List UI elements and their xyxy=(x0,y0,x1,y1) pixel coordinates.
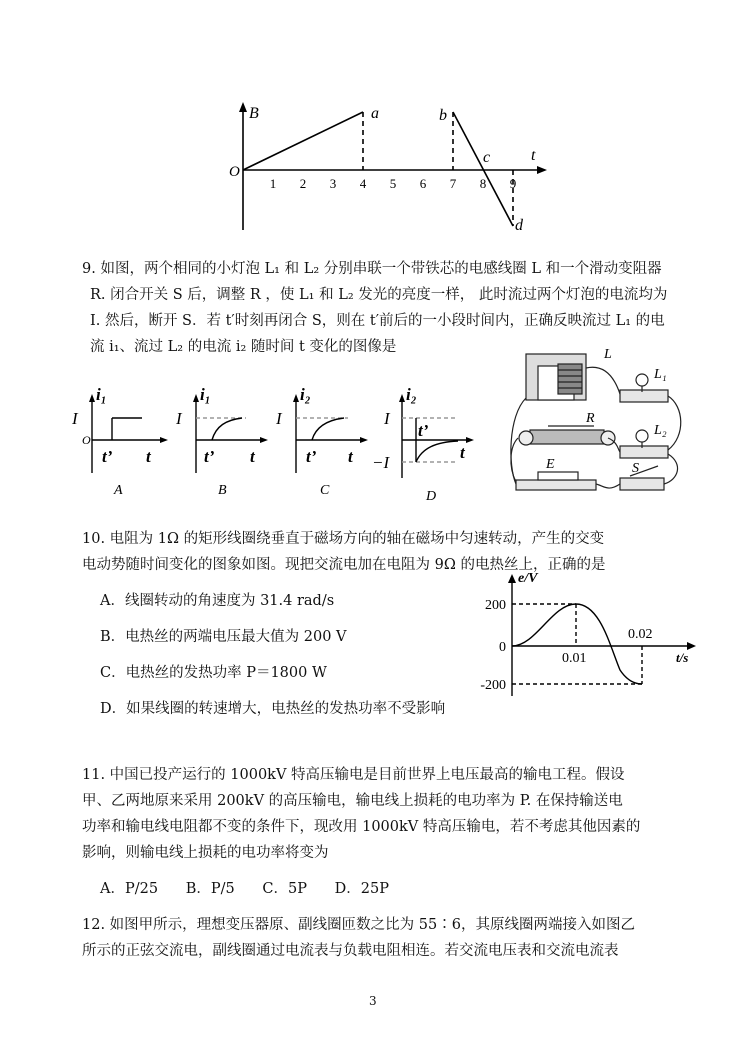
q10-line-2: 电动势随时间变化的图象如图。现把交流电加在电阻为 9Ω 的电热丝上，正确的是 xyxy=(82,557,606,573)
q9-option-graphs xyxy=(66,378,486,508)
option-d-ylabel: i₂ xyxy=(406,385,417,404)
tick-6: 6 xyxy=(419,176,427,191)
circuit-label-l: L xyxy=(604,347,612,362)
option-b-ylabel: i₁ xyxy=(200,385,211,404)
option-a-letter: A xyxy=(114,483,123,498)
tick-5: 5 xyxy=(389,176,397,191)
q10-graph-ylabel: e/V xyxy=(518,571,538,586)
q10-option-c: C．电热丝的发热功率 P＝1800 W xyxy=(100,665,327,681)
q10-option-d: D．如果线圈的转速增大，电热丝的发热功率不受影响 xyxy=(100,701,446,717)
tick-2: 2 xyxy=(299,176,307,191)
option-b-letter: B xyxy=(218,483,227,498)
option-b-i-label: I xyxy=(176,409,182,428)
t-axis-label: t xyxy=(531,147,536,164)
option-c-t: t xyxy=(348,447,353,466)
q12-line-2: 所示的正弦交流电，副线圈通过电流表与负载电阻相连。若交流电压表和交流电流表 xyxy=(82,943,619,959)
circuit-label-r: R xyxy=(586,411,595,426)
circuit-label-s: S xyxy=(632,461,639,476)
q10-y-neg200: -200 xyxy=(480,678,506,693)
circuit-label-e: E xyxy=(546,457,555,472)
q10-graph-xlabel: t/s xyxy=(676,650,689,665)
option-d-neg-i-label: −I xyxy=(372,453,390,472)
q9-line-3: I. 然后，断开 S．若 t′时刻再闭合 S，则在 t′前后的一小段时间内，正确反映流过 L₁ 的电 xyxy=(90,313,665,329)
q11-line-2: 甲、乙两地原来采用 200kV 的高压输电，输电线上损耗的电功率为 P. 在保持输送电 xyxy=(82,793,623,809)
point-c: c xyxy=(483,149,491,166)
option-a-ylabel: i₁ xyxy=(96,385,107,404)
b-axis-label: B xyxy=(249,105,259,122)
circuit-label-l1: L₁ xyxy=(654,367,667,382)
option-c-letter: C xyxy=(320,483,330,498)
option-a-tprime: t’ xyxy=(102,447,113,466)
option-a-i-label: I xyxy=(72,409,78,428)
tick-9: 9 xyxy=(509,176,517,191)
q10-line-1: 10. 电阻为 1Ω 的矩形线圈绕垂直于磁场方向的轴在磁场中匀速转动，产生的交变 xyxy=(82,531,605,547)
option-c-graph xyxy=(293,394,368,473)
option-b-tprime: t’ xyxy=(204,447,215,466)
q11-line-4: 影响，则输电线上损耗的电功率将变为 xyxy=(82,845,329,861)
q11-line-1: 11. 中国已投产运行的 1000kV 特高压输电是目前世界上电压最高的输电工程。假设 xyxy=(82,767,625,783)
point-d: d xyxy=(515,217,523,234)
q10-t-001: 0.01 xyxy=(562,651,587,666)
circuit-label-l2: L₂ xyxy=(654,423,667,438)
q9-line-2: R. 闭合开关 S 后，调整 R ，使 L₁ 和 L₂ 发光的亮度一样， 此时流过两个灯泡的电流均为 xyxy=(90,287,668,303)
option-c-ylabel: i₂ xyxy=(300,385,311,404)
tick-3: 3 xyxy=(329,176,337,191)
q10-emf-graph xyxy=(470,570,700,700)
q11-options: A．P/25 B．P/5 C．5P D．25P xyxy=(100,881,389,897)
q10-y-0: 0 xyxy=(499,640,506,655)
option-c-tprime: t’ xyxy=(306,447,317,466)
point-a: a xyxy=(371,105,379,122)
q10-t-002: 0.02 xyxy=(628,627,653,642)
option-a-graph xyxy=(89,394,168,473)
falling-line xyxy=(453,112,513,226)
origin-label: O xyxy=(229,164,240,180)
rising-line xyxy=(243,112,363,170)
q10-y-200: 200 xyxy=(485,598,506,613)
option-d-graph xyxy=(399,394,474,478)
q10-option-a: A．线圈转动的角速度为 31.4 rad/s xyxy=(100,593,335,609)
q9-line-4: 流 i₁、流过 L₂ 的电流 i₂ 随时间 t 变化的图像是 xyxy=(90,339,397,355)
option-c-i-label: I xyxy=(276,409,282,428)
option-d-tprime: t’ xyxy=(418,421,429,440)
page-number: 3 xyxy=(369,994,377,1008)
option-d-i-label: I xyxy=(384,409,390,428)
q11-line-3: 功率和输电线电阻都不变的条件下，现改用 1000kV 特高压输电，若不考虑其他因素的 xyxy=(82,819,641,835)
q10-option-b: B．电热丝的两端电压最大值为 200 V xyxy=(100,629,347,645)
tick-8: 8 xyxy=(479,176,487,191)
tick-4: 4 xyxy=(359,176,367,191)
option-d-letter: D xyxy=(426,489,437,504)
option-a-origin: O xyxy=(82,433,91,447)
q9-line-1: 9. 如图，两个相同的小灯泡 L₁ 和 L₂ 分别串联一个带铁芯的电感线圈 L 和一个滑动变阻器 xyxy=(82,261,662,277)
option-b-t: t xyxy=(250,447,255,466)
point-b: b xyxy=(439,107,447,124)
tick-7: 7 xyxy=(449,176,457,191)
emf-curve xyxy=(512,604,642,684)
q12-line-1: 12. 如图甲所示，理想变压器原、副线圈匝数之比为 55∶6，其原线圈两端接入如图乙 xyxy=(82,917,635,933)
b-t-graph xyxy=(225,98,555,238)
tick-1: 1 xyxy=(269,176,277,191)
option-d-t: t xyxy=(460,443,465,462)
q9-circuit-diagram xyxy=(508,346,694,506)
option-a-t: t xyxy=(146,447,151,466)
